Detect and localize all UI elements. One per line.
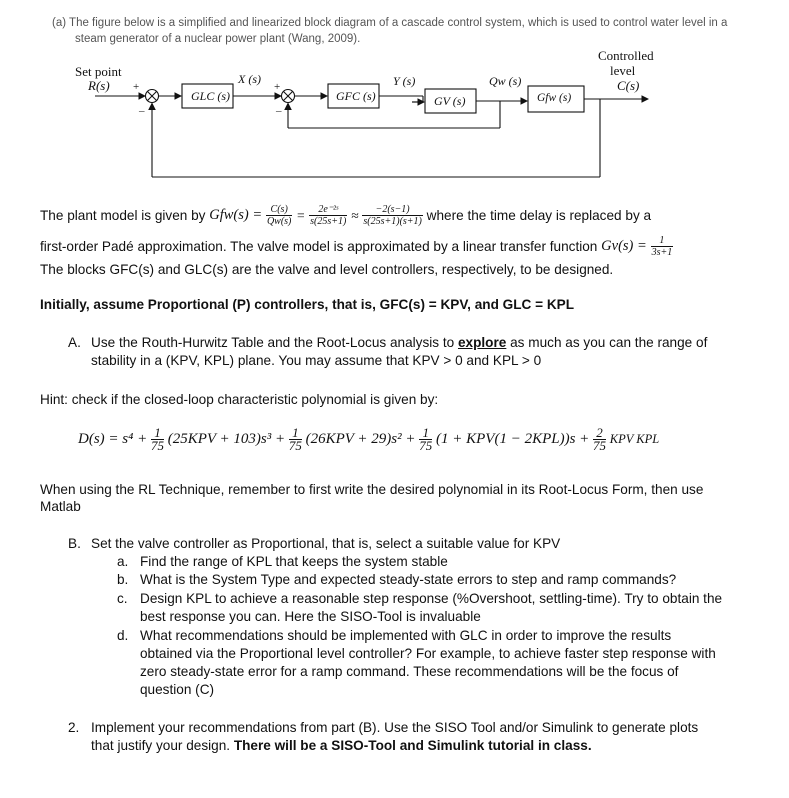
glc-block-label: GLC (s)	[191, 89, 231, 103]
summing-junction-2	[282, 90, 295, 103]
plus-sign-2: +	[274, 81, 281, 93]
gv-block-label: GV (s)	[434, 94, 466, 108]
sub-d-line-1: What recommendations should be implemented with GLC in order to improve the results	[140, 628, 672, 643]
sub-a-text: Find the range of KPL that keeps the system stable	[140, 554, 448, 569]
initial-assumption: Initially, assume Proportional (P) controllers, that is, GFC(s) = KPV, and GLC = KPL	[40, 297, 575, 312]
sub-d-line-3: zero steady-state error for a ramp command. These recommendations will be the focus of	[140, 664, 679, 679]
summing-junction-1	[146, 90, 159, 103]
sub-d-line-2: obtained via the Proportional level controller? For example, to achieve faster step response with	[140, 646, 716, 661]
rl-note-line-1: When using the RL Technique, remember to first write the desired polynomial in its Root-Locus Form, then use	[40, 482, 704, 497]
y-signal-label: Y (s)	[393, 74, 416, 88]
item-2-marker: 2.	[68, 720, 80, 735]
rl-note-line-2: Matlab	[40, 499, 81, 514]
sub-d-line-4: question (C)	[140, 682, 215, 697]
sub-b-marker: b.	[117, 572, 129, 587]
item-a-marker: A.	[68, 335, 81, 350]
sub-c-marker: c.	[117, 591, 128, 606]
minus-sign-1: –	[139, 105, 145, 117]
item-b-text: Set the valve controller as Proportional, that is, select a suitable value for KPV	[91, 536, 561, 551]
minus-sign-2: –	[276, 105, 282, 117]
qw-signal-label: Qw (s)	[489, 74, 522, 88]
characteristic-polynomial: D(s) = s⁴ + $\frac{1}{75}$ (25KPV + 103)s³ + $\frac{1}{75}$ (26KPV + 29)s² + $\frac{1}{75}$ (1 + KPV(1 − 2KPL))s + $\frac{2}{75}$ KPV KPL	[78, 425, 660, 453]
figure-caption-line-2: steam generator of a nuclear power plant (Wang, 2009).	[75, 33, 361, 45]
block-diagram	[0, 44, 789, 204]
plant-model-line-1: The plant model is given by Gfw(s) = $\frac{C(s)}{Qw(s)}$ = $\frac{\text{2e⁻²ˢ}}{s(25s+1)}$ ≈ $\frac{-2(s-1)}{s(25s+1)(s+1)}$ where the time delay is replaced by a	[40, 204, 652, 227]
x-signal-label: X (s)	[238, 72, 261, 86]
level-label: level	[610, 63, 636, 78]
plus-sign-1: +	[133, 81, 140, 93]
controlled-label: Controlled	[598, 48, 654, 63]
plant-model-line-2: first-order Padé approximation. The valve model is approximated by a linear transfer function Gv(s) = $\frac{1}{3s+1}$	[40, 235, 673, 258]
setpoint-signal: R(s)	[88, 78, 110, 93]
item-a-line-2: stability in a (KPV, KPL) plane. You may assume that KPV > 0 and KPL > 0	[91, 353, 542, 368]
gfc-block-label: GFC (s)	[336, 89, 376, 103]
item-a-line-1: Use the Routh-Hurwitz Table and the Root-Locus analysis to explore as much as you can the range of	[91, 335, 708, 350]
controlled-signal: C(s)	[617, 78, 640, 93]
sub-d-marker: d.	[117, 628, 129, 643]
item-2-line-1: Implement your recommendations from part (B). Use the SISO Tool and/or Simulink to generate plots	[91, 720, 699, 735]
sub-b-text: What is the System Type and expected steady-state errors to step and ramp commands?	[140, 572, 677, 587]
sub-c-line-1: Design KPL to achieve a reasonable step response (%Overshoot, settling-time). Try to obtain the	[140, 591, 723, 606]
figure-caption-line-1: (a) The figure below is a simplified and linearized block diagram of a cascade control system, which is used to control water level in a	[52, 17, 728, 29]
gfw-block-label: Gfw (s)	[537, 92, 572, 104]
item-2-line-2: that justify your design. There will be a SISO-Tool and Simulink tutorial in class.	[91, 738, 592, 753]
plant-model-line-3: The blocks GFC(s) and GLC(s) are the valve and level controllers, respectively, to be designed.	[40, 262, 614, 277]
sub-c-line-2: best response you can. Here the SISO-Tool is invaluable	[140, 609, 481, 624]
hint-text: Hint: check if the closed-loop characteristic polynomial is given by:	[40, 392, 439, 407]
sub-a-marker: a.	[117, 554, 129, 569]
item-b-marker: B.	[68, 536, 81, 551]
setpoint-label: Set point	[75, 64, 122, 79]
